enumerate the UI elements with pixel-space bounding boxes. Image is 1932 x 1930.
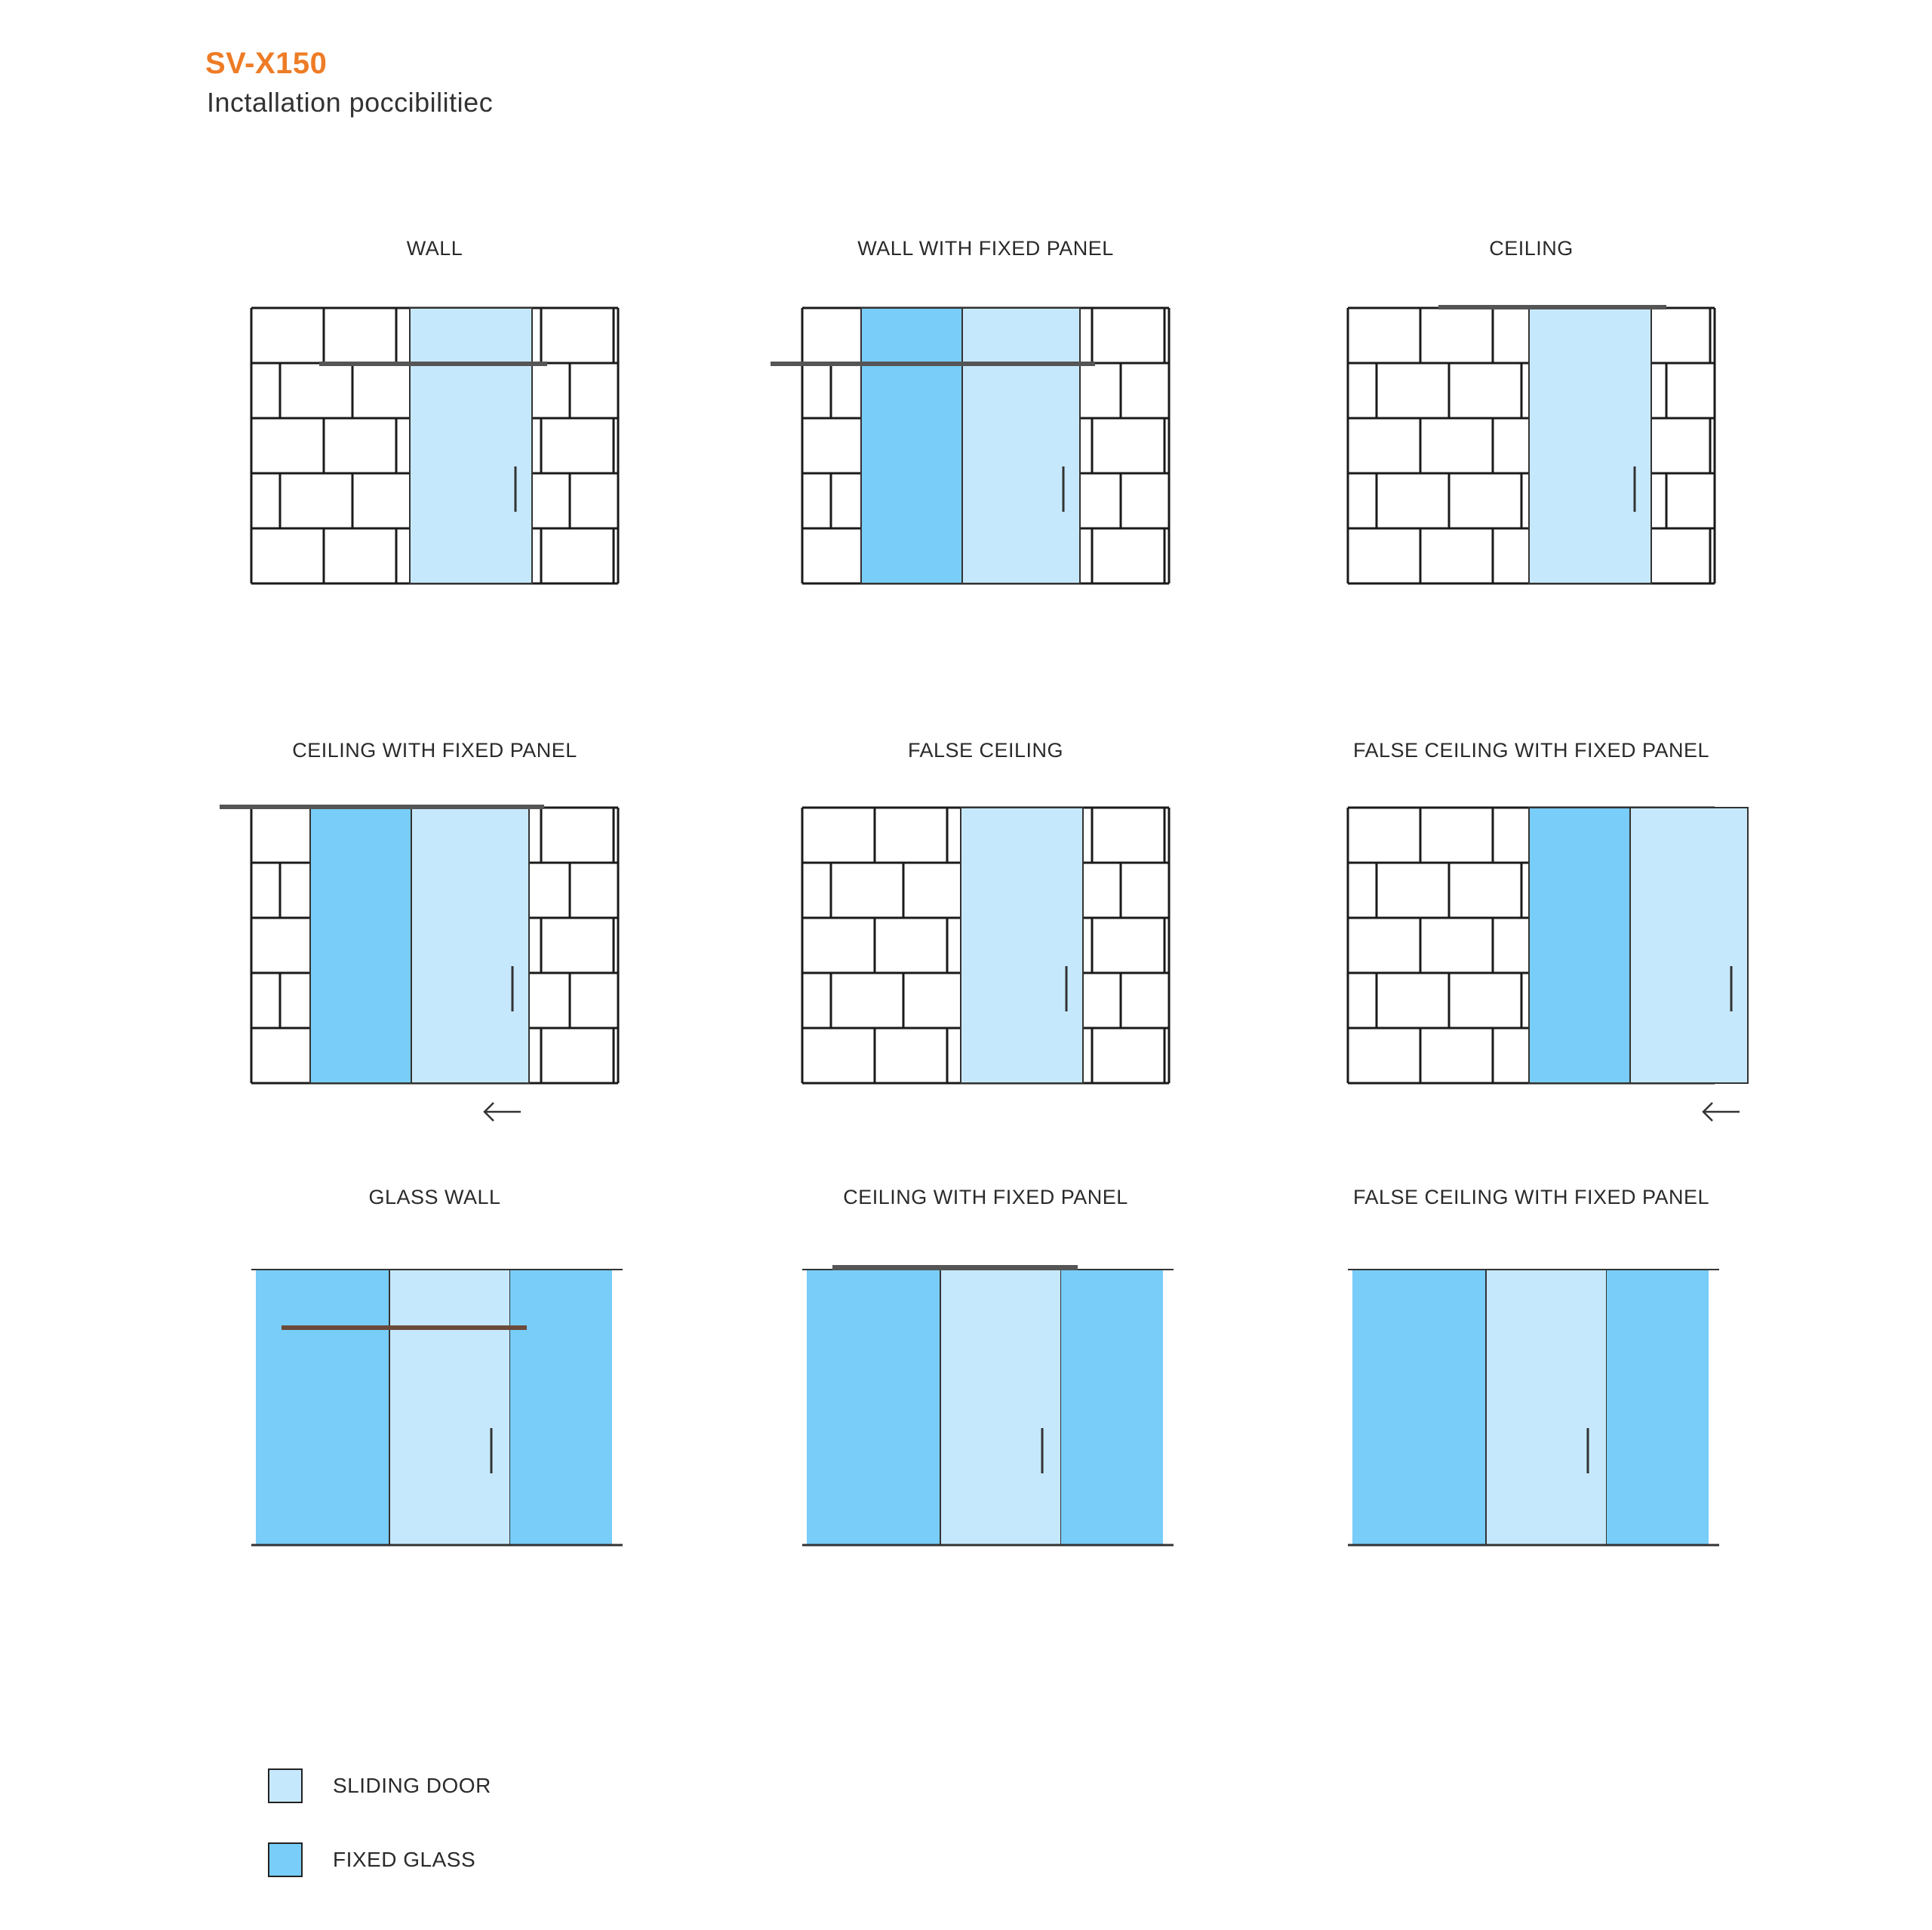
installation-panel	[802, 739, 1169, 1083]
sliding-door-glass	[1630, 808, 1748, 1083]
panel-title: CEILING	[1489, 237, 1574, 260]
ceiling-rail	[832, 1265, 1078, 1270]
wall-rail	[771, 362, 1095, 366]
ceiling-rail	[1438, 305, 1666, 309]
installation-panel	[1348, 739, 1748, 1121]
panel-title: CEILING WITH FIXED PANEL	[292, 739, 577, 762]
legend-item-fixed-glass	[268, 1842, 475, 1877]
sliding-door-glass	[410, 308, 532, 583]
fixed-glass-panel	[1352, 1270, 1486, 1545]
fixed-glass-panel	[1529, 808, 1630, 1083]
sliding-door-glass	[1486, 1270, 1607, 1545]
page-subtitle: Inctallation poccibilitiec	[207, 87, 494, 118]
legend-label-fixed-glass: FIXED GLASS	[333, 1848, 476, 1871]
sliding-door-glass	[961, 808, 1083, 1083]
ceiling-rail	[220, 805, 544, 809]
legend-label-sliding-door: SLIDING DOOR	[333, 1774, 491, 1797]
slide-direction-arrow	[485, 1103, 521, 1121]
sliding-door-glass	[389, 1270, 510, 1545]
wall-rail	[319, 362, 547, 366]
panel-title: CEILING WITH FIXED PANEL	[843, 1186, 1128, 1208]
installation-panel	[220, 739, 618, 1121]
product-title: SV-X150	[205, 47, 328, 80]
slide-direction-arrow	[1703, 1103, 1740, 1121]
installation-panel	[1348, 1186, 1719, 1545]
sliding-door-swatch	[268, 1768, 303, 1803]
panel-title: FALSE CEILING WITH FIXED PANEL	[1352, 739, 1710, 762]
sliding-door-glass	[940, 1270, 1061, 1545]
installation-panel	[771, 237, 1169, 583]
installation-panel	[251, 1186, 623, 1545]
fixed-glass-panel	[1607, 1270, 1709, 1545]
installation-panel	[251, 237, 618, 583]
fixed-glass-panel	[310, 808, 411, 1083]
sliding-door-glass	[1529, 308, 1651, 583]
fixed-glass-panel	[861, 308, 962, 583]
panel-title: WALL WITH FIXED PANEL	[857, 237, 1114, 260]
panel-title: GLASS WALL	[368, 1186, 501, 1208]
sliding-door-glass	[962, 308, 1080, 583]
fixed-glass-swatch	[268, 1842, 303, 1877]
panel-title: FALSE CEILING	[907, 739, 1064, 762]
fixed-glass-panel	[1061, 1270, 1163, 1545]
fixed-glass-panel	[807, 1270, 940, 1545]
legend-item-sliding-door	[268, 1768, 491, 1803]
fixed-glass-panel	[256, 1270, 389, 1545]
sliding-door-glass	[411, 808, 529, 1083]
fixed-glass-panel	[510, 1270, 612, 1545]
glass-wall-rail	[281, 1325, 527, 1330]
panel-title: WALL	[406, 237, 463, 260]
panel-title: FALSE CEILING WITH FIXED PANEL	[1352, 1186, 1710, 1208]
installation-panel	[1348, 237, 1715, 583]
installation-panel	[802, 1186, 1174, 1545]
